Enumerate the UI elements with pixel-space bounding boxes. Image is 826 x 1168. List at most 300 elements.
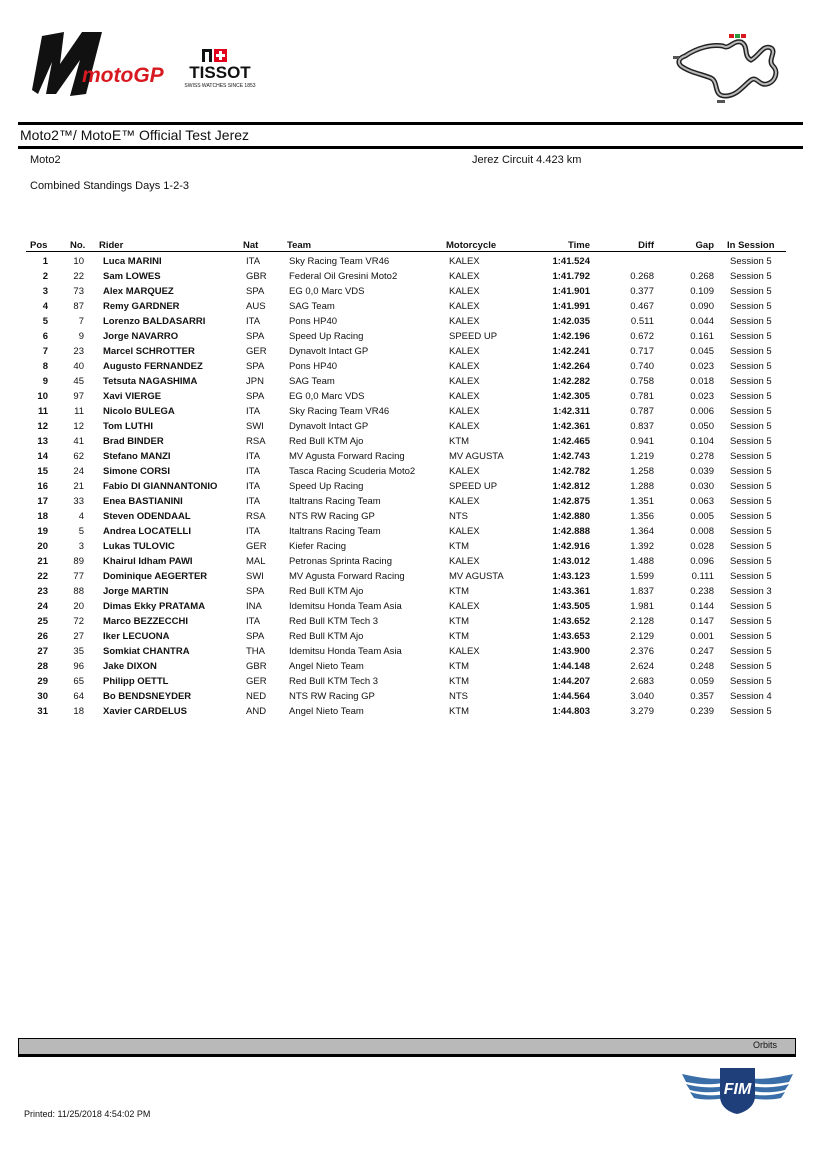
cell-motorcycle: KTM <box>449 616 470 627</box>
cell-rider: Jorge MARTIN <box>103 586 169 597</box>
table-row <box>0 689 826 704</box>
cell-session: Session 3 <box>730 586 772 597</box>
table-row <box>0 509 826 524</box>
cell-nat: INA <box>246 601 262 612</box>
cell-motorcycle: KALEX <box>449 496 480 507</box>
cell-time: 1:42.035 <box>552 316 590 327</box>
cell-session: Session 5 <box>730 271 772 282</box>
cell-no: 64 <box>73 691 84 702</box>
cell-diff: 1.219 <box>630 451 654 462</box>
table-row <box>0 479 826 494</box>
cell-session: Session 5 <box>730 571 772 582</box>
cell-motorcycle: KALEX <box>449 391 480 402</box>
cell-diff: 1.488 <box>630 556 654 567</box>
cell-nat: SPA <box>246 586 265 597</box>
cell-no: 45 <box>73 376 84 387</box>
cell-rider: Fabio DI GIANNANTONIO <box>103 481 218 492</box>
cell-no: 27 <box>73 631 84 642</box>
cell-no: 35 <box>73 646 84 657</box>
cell-time: 1:42.361 <box>552 421 590 432</box>
cell-rider: Philipp OETTL <box>103 676 169 687</box>
tissot-tagline: SWISS WATCHES SINCE 1853 <box>184 83 256 89</box>
cell-no: 10 <box>73 256 84 267</box>
table-row <box>0 659 826 674</box>
cell-diff: 0.268 <box>630 271 654 282</box>
cell-no: 65 <box>73 676 84 687</box>
cell-motorcycle: KALEX <box>449 376 480 387</box>
cell-no: 24 <box>73 466 84 477</box>
cell-rider: Stefano MANZI <box>103 451 171 462</box>
cell-pos: 22 <box>37 571 48 582</box>
cell-no: 87 <box>73 301 84 312</box>
cell-diff: 1.837 <box>630 586 654 597</box>
cell-session: Session 5 <box>730 556 772 567</box>
cell-diff: 0.837 <box>630 421 654 432</box>
cell-session: Session 5 <box>730 301 772 312</box>
cell-nat: ITA <box>246 316 261 327</box>
cell-motorcycle: NTS <box>449 691 468 702</box>
cell-motorcycle: KALEX <box>449 346 480 357</box>
cell-team: Speed Up Racing <box>289 331 364 342</box>
cell-gap: 0.239 <box>690 706 714 717</box>
cell-team: Red Bull KTM Ajo <box>289 631 364 642</box>
cell-pos: 20 <box>37 541 48 552</box>
cell-motorcycle: KALEX <box>449 556 480 567</box>
motogp-text: motoGP <box>82 64 164 87</box>
cell-no: 97 <box>73 391 84 402</box>
cell-session: Session 5 <box>730 646 772 657</box>
cell-diff: 2.128 <box>630 616 654 627</box>
standings-subtitle: Combined Standings Days 1-2-3 <box>30 180 189 192</box>
col-motorcycle: Motorcycle <box>446 240 497 251</box>
cell-motorcycle: KALEX <box>449 646 480 657</box>
cell-session: Session 5 <box>730 526 772 537</box>
cell-session: Session 5 <box>730 361 772 372</box>
col-session: In Session <box>727 240 775 251</box>
cell-pos: 30 <box>37 691 48 702</box>
cell-session: Session 5 <box>730 466 772 477</box>
cell-session: Session 5 <box>730 451 772 462</box>
cell-no: 41 <box>73 436 84 447</box>
cell-gap: 0.104 <box>690 436 714 447</box>
cell-motorcycle: KTM <box>449 631 470 642</box>
table-row <box>0 704 826 719</box>
col-rider: Rider <box>99 240 124 251</box>
table-row <box>0 419 826 434</box>
cell-team: Red Bull KTM Ajo <box>289 586 364 597</box>
cell-pos: 8 <box>42 361 48 372</box>
title-top-rule <box>18 122 803 125</box>
cell-time: 1:42.305 <box>552 391 590 402</box>
cell-gap: 0.044 <box>690 316 714 327</box>
footer-brand: Orbits <box>752 1040 777 1050</box>
cell-time: 1:42.241 <box>552 346 590 357</box>
cell-time: 1:44.803 <box>552 706 590 717</box>
cell-no: 88 <box>73 586 84 597</box>
cell-no: 77 <box>73 571 84 582</box>
cell-team: Tasca Racing Scuderia Moto2 <box>289 466 416 477</box>
cell-diff: 2.129 <box>630 631 654 642</box>
header-rule <box>26 251 786 252</box>
table-row <box>0 284 826 299</box>
cell-gap: 0.096 <box>690 556 714 567</box>
cell-no: 7 <box>78 316 84 327</box>
cell-gap: 0.030 <box>690 481 714 492</box>
cell-pos: 31 <box>37 706 48 717</box>
cell-pos: 1 <box>42 256 48 267</box>
footer-bar <box>18 1038 796 1057</box>
cell-nat: GBR <box>246 271 267 282</box>
cell-session: Session 5 <box>730 631 772 642</box>
cell-time: 1:41.991 <box>552 301 590 312</box>
cell-time: 1:42.743 <box>552 451 590 462</box>
cell-motorcycle: KALEX <box>449 286 480 297</box>
table-row <box>0 344 826 359</box>
cell-session: Session 5 <box>730 541 772 552</box>
cell-nat: THA <box>246 646 265 657</box>
cell-nat: NED <box>246 691 267 702</box>
tissot-text: TISSOT <box>189 63 251 82</box>
cell-no: 22 <box>73 271 84 282</box>
cell-rider: Augusto FERNANDEZ <box>103 361 203 372</box>
cell-no: 20 <box>73 601 84 612</box>
cell-gap: 0.045 <box>690 346 714 357</box>
cell-session: Session 5 <box>730 331 772 342</box>
cell-pos: 12 <box>37 421 48 432</box>
cell-motorcycle: KTM <box>449 706 470 717</box>
cell-team: Dynavolt Intact GP <box>289 346 369 357</box>
cell-motorcycle: KALEX <box>449 421 480 432</box>
cell-nat: RSA <box>246 436 266 447</box>
cell-session: Session 5 <box>730 601 772 612</box>
cell-time: 1:42.875 <box>552 496 590 507</box>
cell-nat: SPA <box>246 286 265 297</box>
table-row <box>0 494 826 509</box>
cell-team: Angel Nieto Team <box>289 706 364 717</box>
table-row <box>0 539 826 554</box>
cell-motorcycle: SPEED UP <box>449 481 498 492</box>
fim-logo <box>680 1064 795 1116</box>
cell-gap: 0.109 <box>690 286 714 297</box>
cell-rider: Lorenzo BALDASARRI <box>103 316 206 327</box>
table-row <box>0 464 826 479</box>
cell-gap: 0.005 <box>690 511 714 522</box>
cell-team: Speed Up Racing <box>289 481 364 492</box>
table-row <box>0 374 826 389</box>
cell-motorcycle: NTS <box>449 511 468 522</box>
cell-gap: 0.111 <box>691 571 714 582</box>
cell-rider: Somkiat CHANTRA <box>103 646 190 657</box>
cell-nat: GER <box>246 676 267 687</box>
cell-pos: 25 <box>37 616 48 627</box>
cell-team: SAG Team <box>289 301 335 312</box>
cell-session: Session 5 <box>730 391 772 402</box>
cell-no: 21 <box>73 481 84 492</box>
cell-rider: Luca MARINI <box>103 256 162 267</box>
cell-team: MV Agusta Forward Racing <box>289 571 405 582</box>
cell-nat: AUS <box>246 301 266 312</box>
cell-session: Session 5 <box>730 481 772 492</box>
cell-diff: 0.511 <box>630 316 654 327</box>
cell-gap: 0.001 <box>690 631 714 642</box>
cell-time: 1:42.880 <box>552 511 590 522</box>
cell-gap: 0.248 <box>690 661 714 672</box>
cell-pos: 26 <box>37 631 48 642</box>
cell-team: Red Bull KTM Tech 3 <box>289 616 379 627</box>
cell-time: 1:42.812 <box>552 481 590 492</box>
cell-diff: 2.683 <box>630 676 654 687</box>
cell-pos: 14 <box>37 451 48 462</box>
col-diff: Diff <box>638 240 654 251</box>
title-bottom-rule <box>18 146 803 149</box>
tissot-logo <box>176 47 264 91</box>
cell-nat: AND <box>246 706 267 717</box>
cell-pos: 28 <box>37 661 48 672</box>
cell-team: EG 0,0 Marc VDS <box>289 391 365 402</box>
cell-rider: Marcel SCHROTTER <box>103 346 195 357</box>
cell-pos: 7 <box>42 346 48 357</box>
cell-motorcycle: SPEED UP <box>449 331 498 342</box>
cell-pos: 21 <box>37 556 48 567</box>
table-row <box>0 629 826 644</box>
cell-motorcycle: MV AGUSTA <box>449 451 504 462</box>
cell-no: 62 <box>73 451 84 462</box>
cell-diff: 1.288 <box>630 481 654 492</box>
cell-pos: 27 <box>37 646 48 657</box>
cell-gap: 0.161 <box>690 331 714 342</box>
table-row <box>0 404 826 419</box>
col-no: No. <box>70 240 86 251</box>
cell-time: 1:43.900 <box>552 646 590 657</box>
cell-time: 1:42.264 <box>552 361 590 372</box>
cell-team: Idemitsu Honda Team Asia <box>289 646 402 657</box>
cell-session: Session 5 <box>730 676 772 687</box>
cell-team: Pons HP40 <box>289 316 338 327</box>
cell-rider: Simone CORSI <box>103 466 171 477</box>
cell-diff: 2.376 <box>630 646 654 657</box>
cell-team: Sky Racing Team VR46 <box>289 256 390 267</box>
cell-pos: 10 <box>37 391 48 402</box>
table-row <box>0 584 826 599</box>
cell-no: 3 <box>78 541 84 552</box>
table-row <box>0 569 826 584</box>
cell-motorcycle: KALEX <box>449 601 480 612</box>
cell-session: Session 5 <box>730 616 772 627</box>
cell-pos: 19 <box>37 526 48 537</box>
cell-gap: 0.059 <box>690 676 714 687</box>
table-row <box>0 674 826 689</box>
printed-timestamp: Printed: 11/25/2018 4:54:02 PM <box>24 1109 151 1119</box>
cell-diff: 0.467 <box>630 301 654 312</box>
col-team: Team <box>287 240 312 251</box>
table-row <box>0 314 826 329</box>
cell-pos: 4 <box>42 301 48 312</box>
cell-session: Session 5 <box>730 346 772 357</box>
cell-rider: Jake DIXON <box>103 661 157 672</box>
cell-diff: 0.377 <box>630 286 654 297</box>
cell-time: 1:44.148 <box>552 661 590 672</box>
cell-time: 1:43.012 <box>552 556 590 567</box>
cell-team: Angel Nieto Team <box>289 661 364 672</box>
cell-nat: ITA <box>246 526 261 537</box>
cell-rider: Xavier CARDELUS <box>103 706 187 717</box>
cell-diff: 0.787 <box>630 406 654 417</box>
table-row <box>0 644 826 659</box>
cell-gap: 0.357 <box>690 691 714 702</box>
cell-time: 1:42.782 <box>552 466 590 477</box>
table-row <box>0 254 826 269</box>
cell-session: Session 5 <box>730 316 772 327</box>
table-row <box>0 389 826 404</box>
cell-nat: ITA <box>246 496 261 507</box>
cell-team: EG 0,0 Marc VDS <box>289 286 365 297</box>
cell-no: 72 <box>73 616 84 627</box>
cell-time: 1:42.465 <box>552 436 590 447</box>
cell-nat: SWI <box>246 421 264 432</box>
cell-motorcycle: KALEX <box>449 316 480 327</box>
cell-nat: ITA <box>246 451 261 462</box>
cell-no: 96 <box>73 661 84 672</box>
cell-gap: 0.278 <box>690 451 714 462</box>
cell-session: Session 5 <box>730 421 772 432</box>
cell-pos: 2 <box>42 271 48 282</box>
cell-diff: 1.351 <box>630 496 654 507</box>
cell-nat: SWI <box>246 571 264 582</box>
cell-rider: Lukas TULOVIC <box>103 541 175 552</box>
table-row <box>0 359 826 374</box>
cell-no: 23 <box>73 346 84 357</box>
cell-pos: 5 <box>42 316 48 327</box>
table-row <box>0 614 826 629</box>
cell-time: 1:43.123 <box>552 571 590 582</box>
cell-session: Session 5 <box>730 436 772 447</box>
cell-pos: 29 <box>37 676 48 687</box>
cell-pos: 24 <box>37 601 48 612</box>
cell-motorcycle: MV AGUSTA <box>449 571 504 582</box>
cell-nat: SPA <box>246 631 265 642</box>
cell-nat: ITA <box>246 406 261 417</box>
col-nat: Nat <box>243 240 259 251</box>
cell-team: Italtrans Racing Team <box>289 526 381 537</box>
table-row <box>0 269 826 284</box>
cell-nat: SPA <box>246 391 265 402</box>
cell-no: 9 <box>78 331 84 342</box>
col-gap: Gap <box>695 240 714 251</box>
cell-rider: Brad BINDER <box>103 436 164 447</box>
cell-motorcycle: KTM <box>449 436 470 447</box>
cell-team: Kiefer Racing <box>289 541 347 552</box>
cell-rider: Bo BENDSNEYDER <box>103 691 192 702</box>
cell-motorcycle: KALEX <box>449 466 480 477</box>
cell-pos: 16 <box>37 481 48 492</box>
cell-diff: 3.279 <box>630 706 654 717</box>
cell-time: 1:42.888 <box>552 526 590 537</box>
cell-nat: GER <box>246 346 267 357</box>
cell-rider: Nicolo BULEGA <box>103 406 175 417</box>
cell-nat: ITA <box>246 256 261 267</box>
cell-diff: 0.740 <box>630 361 654 372</box>
cell-pos: 6 <box>42 331 48 342</box>
cell-gap: 0.090 <box>690 301 714 312</box>
cell-session: Session 4 <box>730 691 772 702</box>
cell-session: Session 5 <box>730 286 772 297</box>
cell-gap: 0.018 <box>690 376 714 387</box>
cell-team: Dynavolt Intact GP <box>289 421 369 432</box>
cell-team: NTS RW Racing GP <box>289 511 375 522</box>
cell-time: 1:43.361 <box>552 586 590 597</box>
table-row <box>0 554 826 569</box>
cell-gap: 0.147 <box>690 616 714 627</box>
cell-rider: Dimas Ekky PRATAMA <box>103 601 206 612</box>
table-row <box>0 329 826 344</box>
cell-diff: 1.981 <box>630 601 654 612</box>
cell-diff: 1.392 <box>630 541 654 552</box>
cell-time: 1:43.653 <box>552 631 590 642</box>
cell-motorcycle: KALEX <box>449 526 480 537</box>
cell-nat: SPA <box>246 331 265 342</box>
cell-diff: 2.624 <box>630 661 654 672</box>
cell-nat: GBR <box>246 661 267 672</box>
cell-team: Red Bull KTM Tech 3 <box>289 676 379 687</box>
cell-diff: 3.040 <box>630 691 654 702</box>
fim-text: FIM <box>723 1081 752 1098</box>
cell-rider: Enea BASTIANINI <box>103 496 183 507</box>
cell-team: Idemitsu Honda Team Asia <box>289 601 402 612</box>
cell-diff: 1.364 <box>630 526 654 537</box>
table-row <box>0 524 826 539</box>
cell-diff: 0.672 <box>630 331 654 342</box>
cell-pos: 9 <box>42 376 48 387</box>
cell-no: 12 <box>73 421 84 432</box>
cell-team: Red Bull KTM Ajo <box>289 436 364 447</box>
cell-session: Session 5 <box>730 256 772 267</box>
cell-time: 1:42.282 <box>552 376 590 387</box>
cell-rider: Xavi VIERGE <box>103 391 162 402</box>
cell-team: Federal Oil Gresini Moto2 <box>289 271 398 282</box>
cell-time: 1:44.564 <box>552 691 590 702</box>
cell-gap: 0.023 <box>690 361 714 372</box>
cell-gap: 0.006 <box>690 406 714 417</box>
cell-time: 1:42.311 <box>553 406 590 417</box>
cell-time: 1:41.792 <box>552 271 590 282</box>
cell-no: 11 <box>74 406 84 417</box>
cell-rider: Iker LECUONA <box>103 631 170 642</box>
cell-diff: 0.781 <box>630 391 654 402</box>
cell-nat: SPA <box>246 361 265 372</box>
cell-pos: 13 <box>37 436 48 447</box>
cell-nat: ITA <box>246 616 261 627</box>
cell-session: Session 5 <box>730 661 772 672</box>
cell-diff: 1.258 <box>630 466 654 477</box>
cell-no: 40 <box>73 361 84 372</box>
cell-motorcycle: KTM <box>449 661 470 672</box>
cell-no: 18 <box>73 706 84 717</box>
cell-gap: 0.023 <box>690 391 714 402</box>
cell-team: Petronas Sprinta Racing <box>289 556 392 567</box>
cell-team: NTS RW Racing GP <box>289 691 375 702</box>
cell-no: 73 <box>73 286 84 297</box>
cell-pos: 3 <box>42 286 48 297</box>
cell-team: SAG Team <box>289 376 335 387</box>
cell-diff: 0.758 <box>630 376 654 387</box>
cell-rider: Dominique AEGERTER <box>103 571 208 582</box>
cell-team: Pons HP40 <box>289 361 338 372</box>
cell-gap: 0.268 <box>690 271 714 282</box>
circuit-label: Jerez Circuit 4.423 km <box>472 154 582 166</box>
cell-time: 1:43.505 <box>552 601 590 612</box>
table-row <box>0 299 826 314</box>
cell-time: 1:44.207 <box>552 676 590 687</box>
